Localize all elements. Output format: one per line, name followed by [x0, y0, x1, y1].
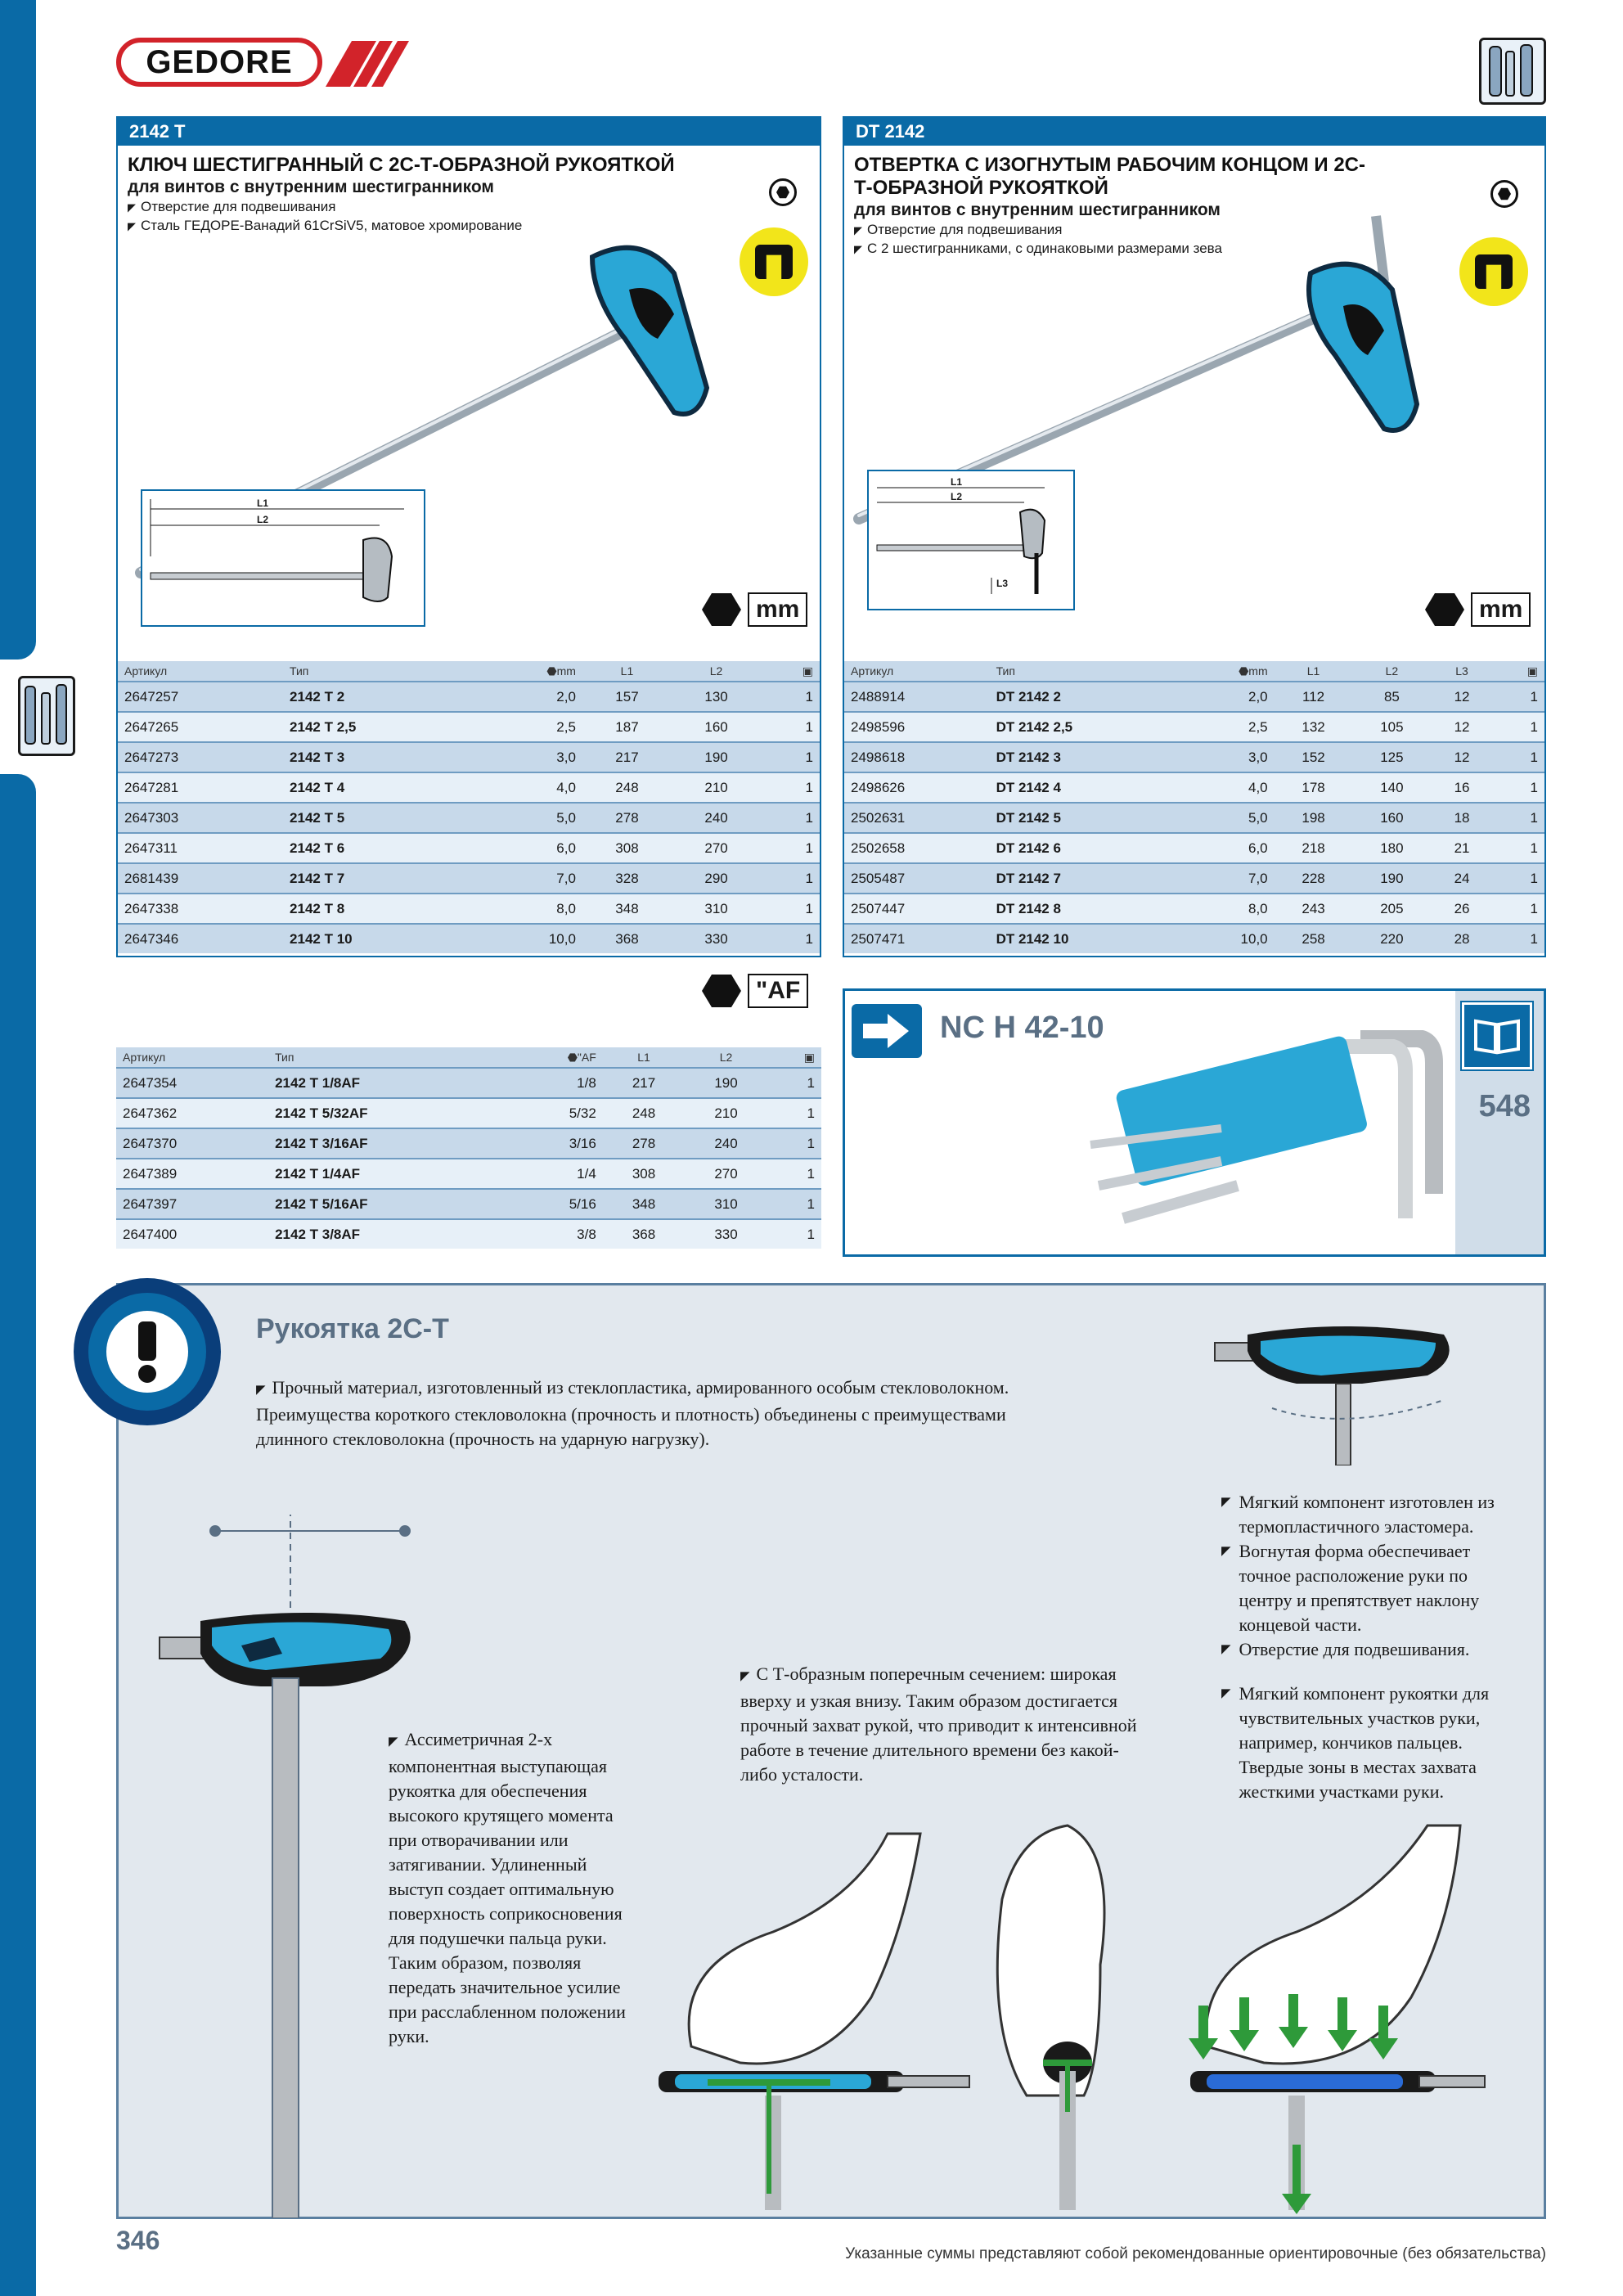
table-row: 2498626 DT 2142 4 4,0 178 140 16 1	[844, 772, 1544, 803]
hand-grip-illustration	[642, 1801, 1542, 2218]
bullet-item: ◤ Отверстие для подвешивания	[854, 221, 1378, 240]
table-row: 2647346 2142 T 10 10,0 368 330 1	[118, 924, 820, 953]
bullet-item: ◤ С 2 шестигранниками, с одинаковыми размерами зева	[854, 240, 1378, 259]
exclamation-badge-icon	[70, 1274, 225, 1429]
col-header: L1	[603, 1047, 685, 1068]
size-hex-header-icon: ⬣"AF	[508, 1047, 603, 1068]
table-row: 2647370 2142 T 3/16AF 3/16 278 240 1	[116, 1128, 821, 1159]
col-header: L1	[1275, 661, 1353, 682]
gedore-logo: GEDORE	[116, 38, 322, 87]
table-dt	[844, 661, 1544, 953]
book-icon	[1462, 1002, 1532, 1069]
table-row: 2647273 2142 T 3 3,0 217 190 1	[118, 742, 820, 772]
table-row: 2647257 2142 T 2 2,0 157 130 1	[118, 682, 820, 712]
table-row: 2647389 2142 T 1/4AF 1/4 308 270 1	[116, 1159, 821, 1189]
panel-subtitle: для винтов с внутренним шестигранником	[128, 178, 494, 196]
panel-code: 2142 T	[118, 118, 820, 146]
table-row: 2647311 2142 T 6 6,0 308 270 1	[118, 833, 820, 863]
hex-key-set-image	[1074, 1030, 1459, 1243]
table-mm	[118, 661, 820, 953]
pack-icon: ▣	[1493, 661, 1544, 682]
table-row: 2502631 DT 2142 5 5,0 198 160 18 1	[844, 803, 1544, 833]
col-header: L2	[685, 1047, 767, 1068]
data-table	[844, 661, 1544, 953]
product-panel-2142t	[116, 116, 821, 1004]
table-row: 2647303 2142 T 5 5,0 278 240 1	[118, 803, 820, 833]
page-number: 346	[116, 2226, 160, 2255]
middle-note: ◤ С Т-образным поперечным сечением: широкая вверху и узкая внизу. Таким образом достигается прочный захват рукой, что приводит к интенсивной работе в течение длительного времени без какой-либо усталости.	[740, 1662, 1149, 1787]
reference-title: NC H 42-10	[940, 1011, 1104, 1045]
list-item: ◤ Вогнутая форма обеспечивает точное расположение руки по центру и препятствует наклону концевой части.	[1221, 1539, 1524, 1637]
dim-label: L2	[257, 514, 269, 525]
table-row: 2647400 2142 T 3/8AF 3/8 368 330 1	[116, 1219, 821, 1249]
table-row: 2507471 DT 2142 10 10,0 258 220 28 1	[844, 924, 1544, 953]
list-item: ◤ Мягкий компонент изготовлен из термопластичного эластомера.	[1221, 1490, 1524, 1539]
side-tab-bottom	[0, 774, 36, 2296]
page-number: 548	[1478, 1089, 1531, 1123]
side-tab-top	[0, 0, 36, 660]
pack-icon: ▣	[767, 1047, 821, 1068]
col-header: Тип	[990, 661, 1184, 682]
hex-socket-icon	[769, 178, 797, 206]
col-header: L1	[582, 661, 672, 682]
table-row: 2647397 2142 T 5/16AF 5/16 348 310 1	[116, 1189, 821, 1219]
pack-icon: ▣	[761, 661, 820, 682]
unit-mm: mm	[702, 592, 807, 627]
dim-label: L1	[951, 476, 963, 488]
unit-af: "AF	[702, 974, 808, 1008]
bullet-item: ◤ Сталь ГЕДОРЕ-Ванадий 61CrSiV5, матовое хромирование	[128, 217, 766, 236]
product-panel-dt2142	[843, 116, 1546, 957]
category-tools-icon	[1479, 38, 1546, 105]
left-note: ◤ Ассиметричная 2-х компонентная выступающая рукоятка для обеспечения высокого крутящего момента при отворачивании или затягивании. Удлиненный выступ создает оптимальную поверхность соприкосновения для подушечки пальца руки. Таким образом, позволяя передать значительное усилие при расслабленном положении руки.	[389, 1727, 634, 2049]
col-header: Тип	[283, 661, 479, 682]
col-header: Артикул	[116, 1047, 268, 1068]
dim-label: L3	[996, 578, 1009, 589]
category-tools-icon	[18, 676, 75, 756]
info-section	[116, 1283, 1546, 2219]
hex-icon	[702, 975, 741, 1007]
dimension-drawing	[141, 489, 425, 627]
bullet-item: ◤ Отверстие для подвешивания	[128, 198, 766, 217]
col-header: L3	[1431, 661, 1492, 682]
table-row: 2647281 2142 T 4 4,0 248 210 1	[118, 772, 820, 803]
dim-label: L1	[257, 497, 269, 509]
disclaimer: Указанные суммы представляют собой рекомендованные ориентировочные (без обязательства)	[845, 2245, 1546, 2262]
size-hex-header-icon: ⬣mm	[479, 661, 582, 682]
table-row: 2647354 2142 T 1/8AF 1/8 217 190 1	[116, 1068, 821, 1098]
logo-stripes-icon	[326, 39, 416, 88]
table-row: 2505487 DT 2142 7 7,0 228 190 24 1	[844, 863, 1544, 894]
col-header: Артикул	[118, 661, 283, 682]
data-table	[118, 661, 820, 953]
table-row: 2502658 DT 2142 6 6,0 218 180 21 1	[844, 833, 1544, 863]
dim-label: L2	[951, 491, 963, 502]
t-handle-top-diagram	[1198, 1310, 1477, 1465]
col-header: Артикул	[844, 661, 990, 682]
table-row: 2507447 DT 2142 8 8,0 243 205 26 1	[844, 894, 1544, 924]
table-row: 2647362 2142 T 5/32AF 5/32 248 210 1	[116, 1098, 821, 1128]
arrow-right-icon	[852, 1004, 922, 1058]
data-table	[116, 1047, 821, 1249]
table-row: 2498618 DT 2142 3 3,0 152 125 12 1	[844, 742, 1544, 772]
table-row: 2488914 DT 2142 2 2,0 112 85 12 1	[844, 682, 1544, 712]
col-header: L2	[1352, 661, 1431, 682]
panel-title: КЛЮЧ ШЕСТИГРАННЫЙ С 2С-Т-ОБРАЗНОЙ РУКОЯТКОЙ	[128, 154, 675, 176]
panel-code: DT 2142	[844, 118, 1544, 146]
col-header: Тип	[268, 1047, 508, 1068]
panel-subtitle: для винтов с внутренним шестигранником	[854, 200, 1221, 219]
info-intro: ◤ Прочный материал, изготовленный из стеклопластика, армированного особым стекловолокном. Преимущества короткого стекловолокна (прочность и плотность) объединены с преимуществами длинного стекловолокна (прочность на ударную нагрузку).	[256, 1375, 1074, 1452]
info-title: Рукоятка 2С-Т	[256, 1313, 449, 1344]
panel-title: ОТВЕРТКА С ИЗОГНУТЫМ РАБОЧИМ КОНЦОМ И 2С-Т-ОБРАЗНОЙ РУКОЯТКОЙ	[854, 154, 1366, 199]
bullet-marker-icon: ◤	[1221, 1544, 1231, 1558]
table-row: 2647338 2142 T 8 8,0 348 310 1	[118, 894, 820, 924]
hex-icon	[1425, 593, 1464, 626]
hex-socket-icon	[1490, 180, 1518, 208]
col-header: L2	[672, 661, 761, 682]
hex-icon	[702, 593, 741, 626]
table-row: 2498596 DT 2142 2,5 2,5 132 105 12 1	[844, 712, 1544, 742]
dimension-drawing	[867, 470, 1075, 610]
bullet-marker-icon: ◤	[1221, 1642, 1231, 1656]
bullet-marker-icon: ◤	[1221, 1686, 1231, 1700]
size-hex-header-icon: ⬣mm	[1183, 661, 1274, 682]
table-row: 2647265 2142 T 2,5 2,5 187 160 1	[118, 712, 820, 742]
bullet-marker-icon: ◤	[1221, 1495, 1231, 1509]
table-af	[116, 1047, 821, 1249]
cross-reference-box[interactable]	[843, 988, 1546, 1257]
list-item: ◤ Отверстие для подвешивания.	[1221, 1637, 1524, 1662]
table-row: 2681439 2142 T 7 7,0 328 290 1	[118, 863, 820, 894]
unit-mm: mm	[1425, 592, 1531, 627]
list-item: ◤ Мягкий компонент рукоятки для чувствительных участков руки, например, кончиков пальцев. Твердые зоны в местах захвата жесткими участками руки.	[1221, 1681, 1524, 1804]
